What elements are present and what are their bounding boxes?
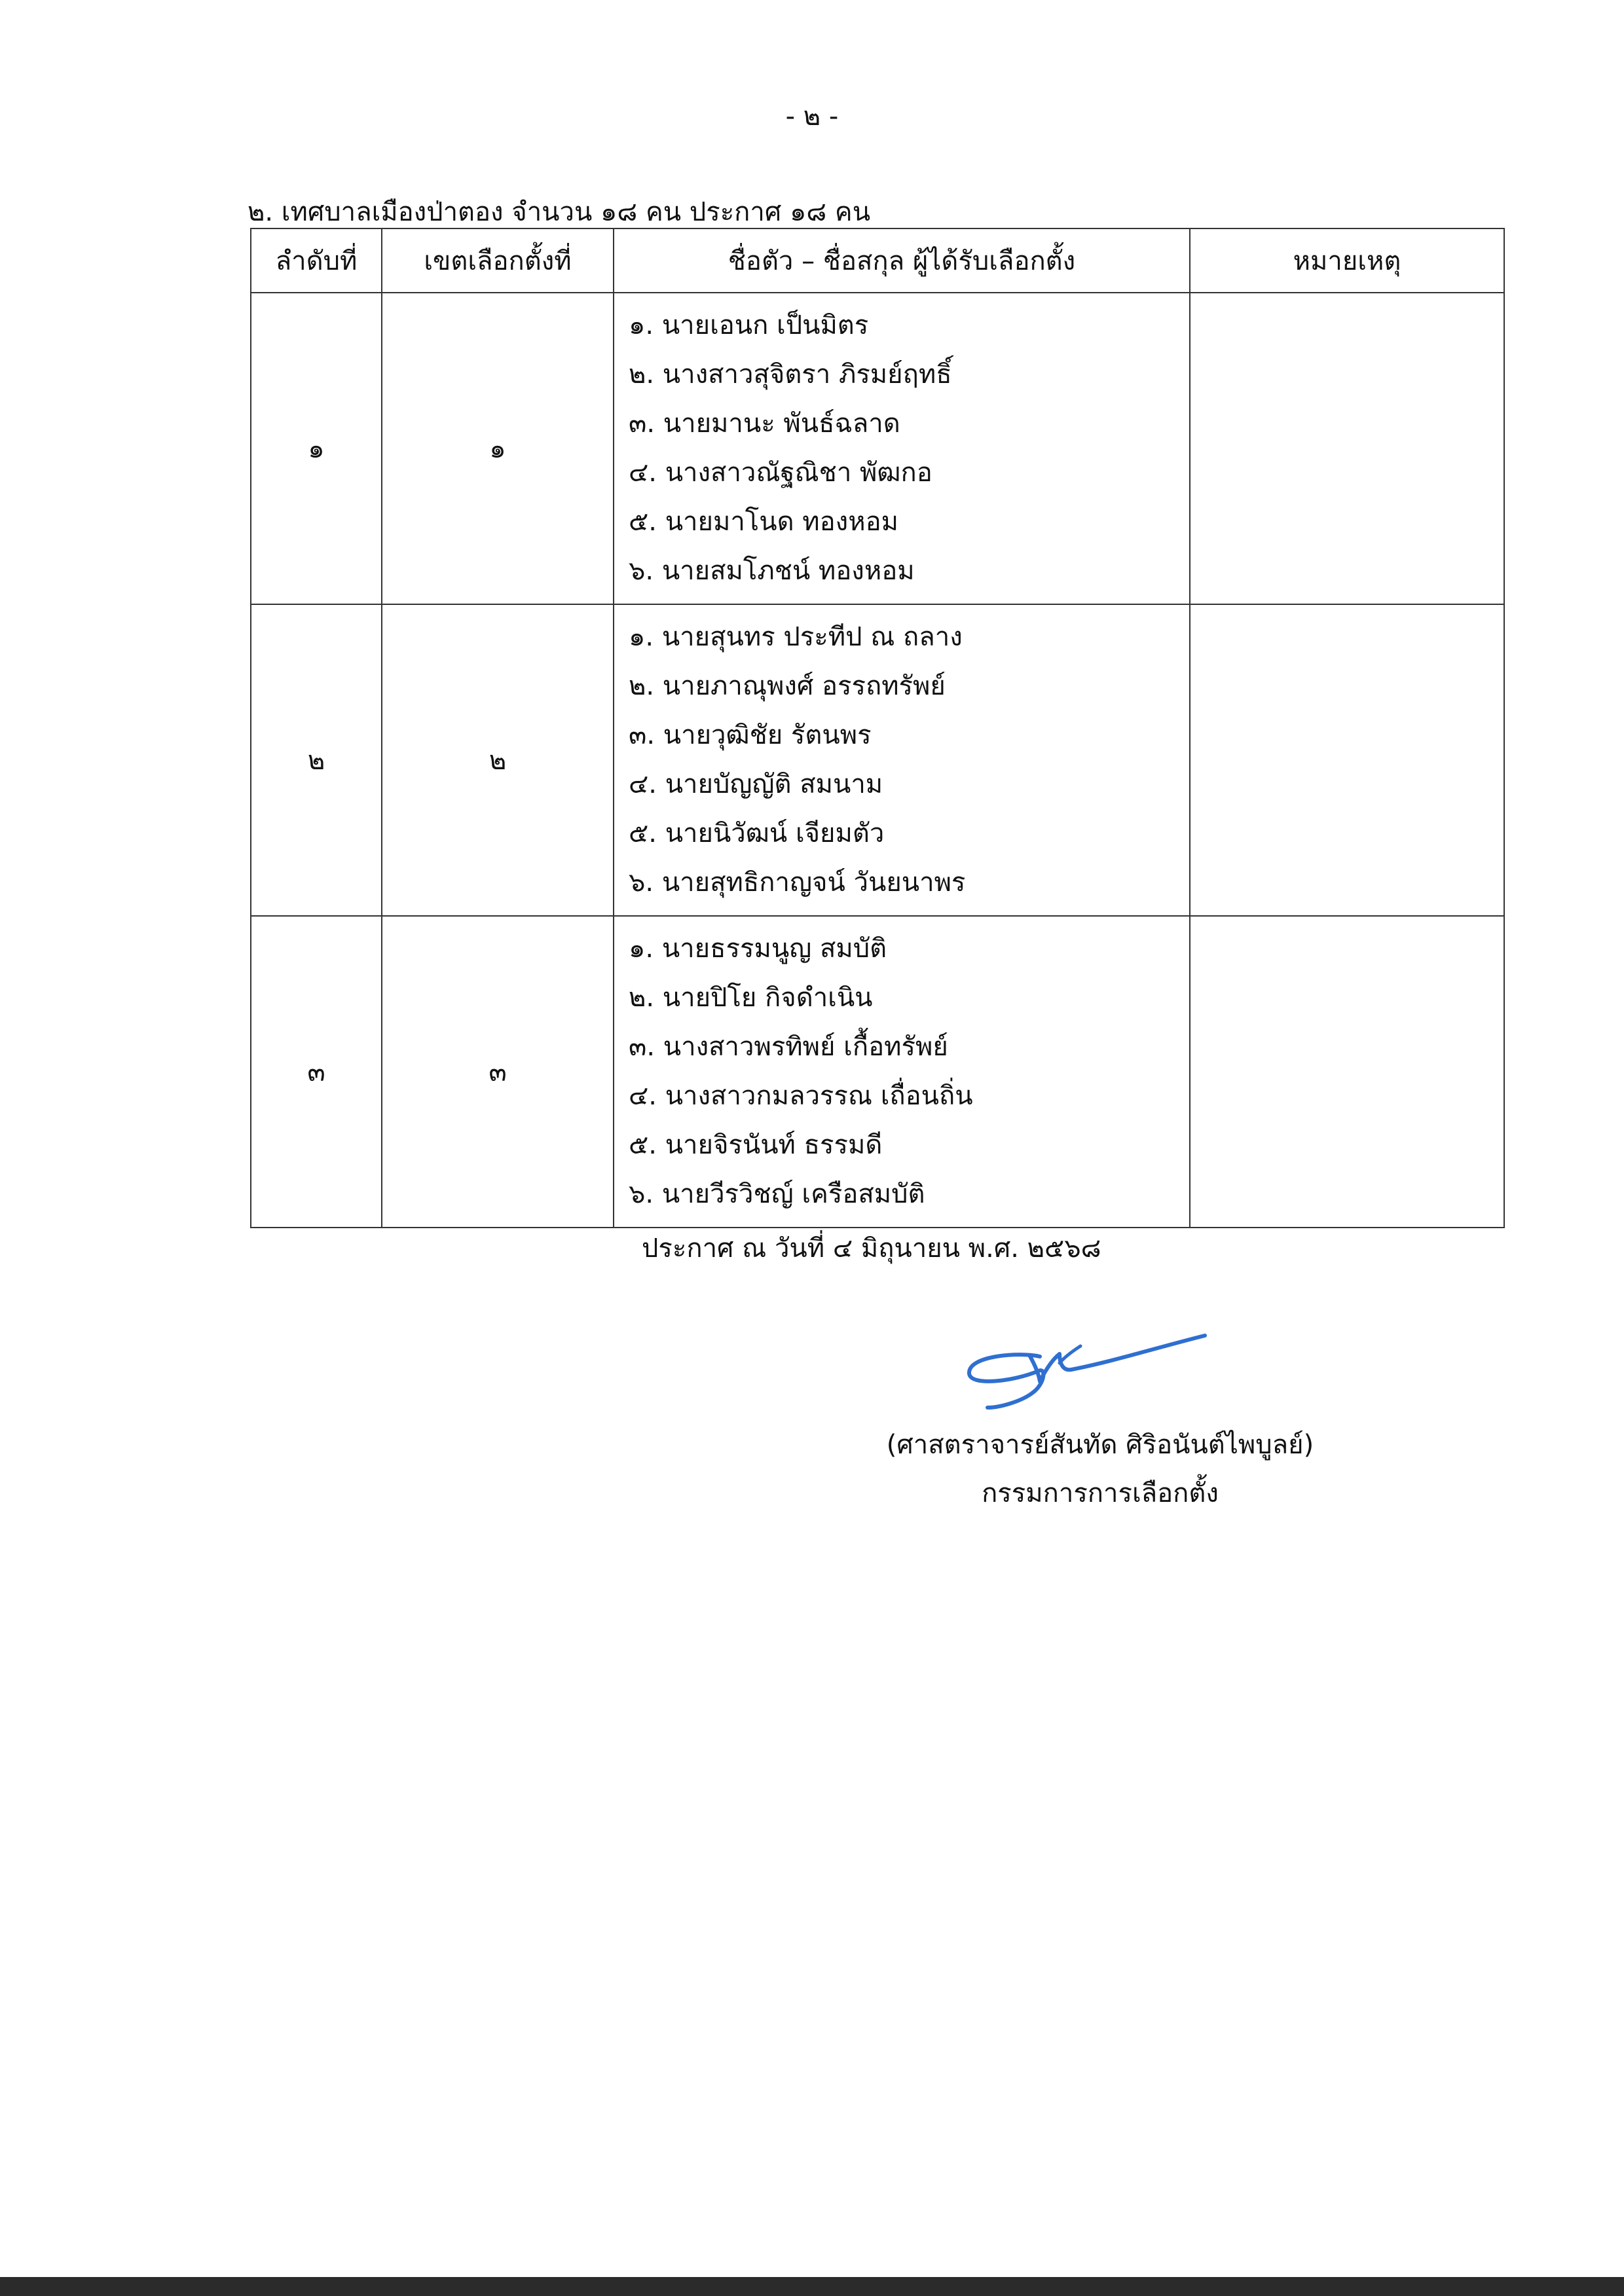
row-remark — [1190, 916, 1504, 1228]
elected-name: ๔. นางสาวกมลวรรณ เถื่อนถิ่น — [629, 1081, 973, 1111]
row-names — [614, 604, 1190, 916]
elected-name: ๖. นายสมโภชน์ ทองหอม — [629, 556, 915, 586]
signer-title: กรรมการการเลือกตั้ง — [982, 1478, 1219, 1508]
elected-name: ๔. นายบัญญัติ สมนาม — [629, 769, 883, 799]
row-names — [614, 293, 1190, 604]
elected-name: ๕. นายนิวัฒน์ เจียมตัว — [629, 818, 885, 848]
table-header-row — [251, 228, 1504, 293]
elected-name: ๒. นายปิโย กิจดำเนิน — [629, 983, 873, 1013]
row-district: ๓ — [382, 916, 614, 1228]
elected-name: ๖. นายสุทธิกาญจน์ วันยนาพร — [629, 867, 966, 898]
row-remark — [1190, 604, 1504, 916]
elected-name: ๑. นายธรรมนูญ สมบัติ — [629, 934, 887, 964]
header-district: เขตเลือกตั้งที่ — [382, 228, 614, 293]
table-row — [251, 916, 1504, 1228]
elected-name: ๔. นางสาวณัฐณิชา พัฒกอ — [629, 458, 932, 488]
table-row — [251, 604, 1504, 916]
signature-icon — [961, 1316, 1223, 1421]
row-district: ๑ — [382, 293, 614, 604]
elected-members-table — [250, 228, 1505, 1228]
elected-name: ๑. นายสุนทร ประทีป ณ ถลาง — [629, 622, 963, 652]
elected-name: ๓. นางสาวพรทิพย์ เกื้อทรัพย์ — [629, 1032, 948, 1062]
elected-name: ๓. นายมานะ พันธ์ฉลาด — [629, 409, 900, 439]
row-district: ๒ — [382, 604, 614, 916]
scan-edge-bar — [0, 2277, 1624, 2296]
elected-name: ๕. นายมาโนด ทองหอม — [629, 507, 898, 537]
elected-name: ๒. นายภาณุพงศ์ อรรถทรัพย์ — [629, 671, 946, 701]
elected-name: ๓. นายวุฒิชัย รัตนพร — [629, 720, 872, 750]
row-remark — [1190, 293, 1504, 604]
section-heading: ๒. เทศบาลเมืองป่าตอง จำนวน ๑๘ คน ประกาศ ๑๘ คน — [248, 197, 871, 227]
signer-name: (ศาสตราจารย์สันทัด ศิริอนันต์ไพบูลย์) — [886, 1430, 1314, 1460]
header-name: ชื่อตัว – ชื่อสกุล ผู้ได้รับเลือกตั้ง — [614, 228, 1190, 293]
elected-name: ๒. นางสาวสุจิตรา ภิรมย์ฤทธิ์ — [629, 359, 952, 390]
elected-name: ๑. นายเอนก เป็นมิตร — [629, 310, 869, 340]
row-order: ๒ — [251, 604, 382, 916]
header-remark: หมายเหตุ — [1190, 228, 1504, 293]
header-order: ลำดับที่ — [251, 228, 382, 293]
row-order: ๑ — [251, 293, 382, 604]
elected-name: ๖. นายวีรวิชญ์ เครือสมบัติ — [629, 1179, 925, 1209]
page-number: - ๒ - — [785, 101, 839, 132]
elected-name: ๕. นายจิรนันท์ ธรรมดี — [629, 1130, 883, 1160]
announcement-date: ประกาศ ณ วันที่ ๔ มิถุนายน พ.ศ. ๒๕๖๘ — [642, 1233, 1101, 1264]
row-order: ๓ — [251, 916, 382, 1228]
table-row — [251, 293, 1504, 604]
row-names — [614, 916, 1190, 1228]
